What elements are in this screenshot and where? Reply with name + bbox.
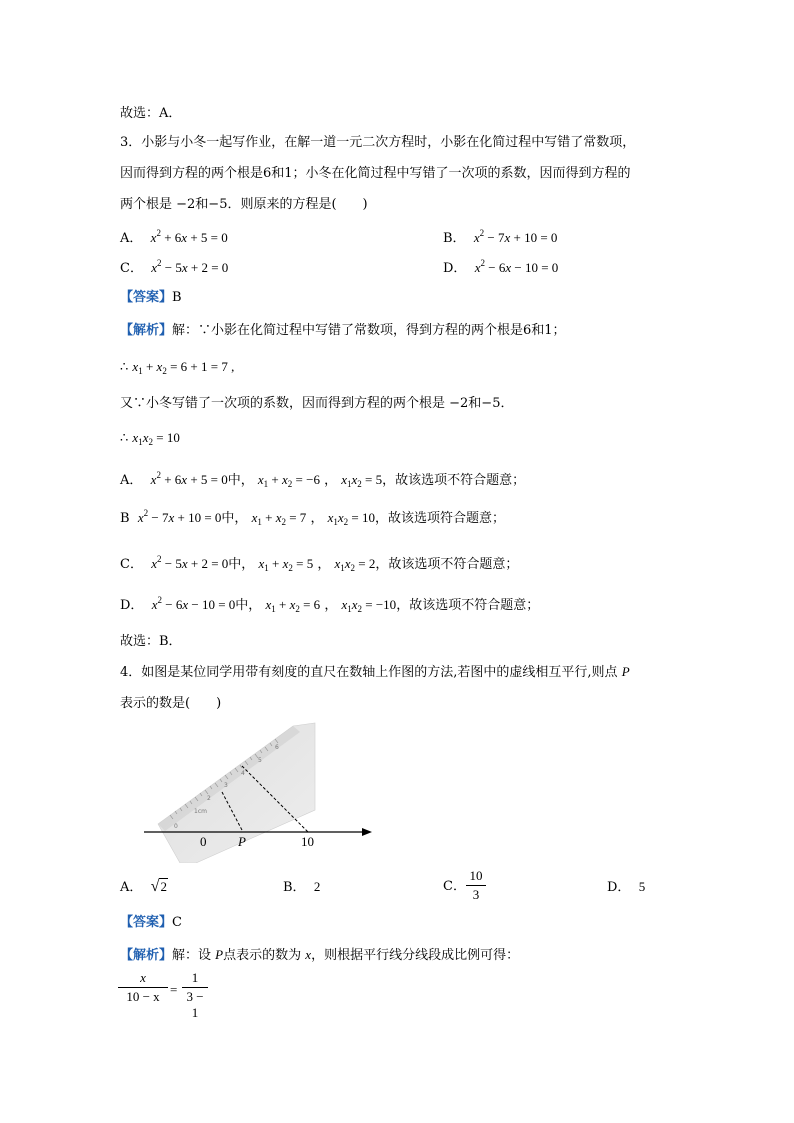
q4-option-c: C．: [443, 879, 466, 894]
ruler-tick-4: 4: [241, 770, 245, 777]
sqrt-icon: √: [150, 878, 160, 895]
q4-stem-line2: 表示的数是( ): [120, 696, 222, 711]
q3-stem-line1: 3．小影与小冬一起写作业，在解一道一元二次方程时，小影在化简过程中写错了常数项，: [120, 135, 636, 150]
q4-stem-line1: 4．如图是某位同学用带有刻度的直尺在数轴上作图的方法,若图中的虚线相互平行,则点 P: [120, 664, 630, 680]
q4-option-b: B． 2: [283, 879, 321, 895]
q4-option-d: D． 5: [607, 879, 646, 895]
q3-analysis-sum: ∴ $x_1 + x_2 = 6 + 1 = 7$ ,: [120, 359, 235, 376]
ruler-tick-5: 5: [258, 757, 262, 764]
q3-option-a: A． $x^2 + 6x + 5 = 0$: [120, 228, 228, 246]
q3-analysis-product: ∴ $x_1x_2 = 10$: [120, 430, 180, 447]
ruler: [158, 723, 315, 863]
q4-proportion-equals: =: [170, 982, 178, 997]
q3-stem-line2: 因而得到方程的两个根是6和1；小冬在化简过程中写错了一次项的系数，因而得到方程的: [120, 166, 631, 181]
ruler-tick-6: 6: [275, 744, 279, 751]
q3-answer: 【答案】B: [120, 290, 182, 305]
ruler-tick-1cm: 1cm: [194, 808, 207, 815]
q4-analysis-line1: 【解析】解：设 P点表示的数为 x，则根据平行线分线段成比例可得：: [120, 947, 520, 963]
q3-option-c: C． $x^2 - 5x + 2 = 0$: [120, 258, 229, 276]
q3-check-d: D． $x^2 - 6x - 10 = 0$中， $x_1 + x_2 = 6$ ， $x_1x_2 = -10$，故该选项不符合题意；: [120, 595, 540, 614]
q3-analysis-line1: 【解析】解：∵小影在化简过程中写错了常数项，得到方程的两个根是6和1；: [120, 323, 566, 338]
q3-check-c: C． $x^2 - 5x + 2 = 0$中， $x_1 + x_2 = 5$ ， $x_1x_2 = 2$，故该选项不符合题意；: [120, 554, 519, 573]
label-ten: 10: [301, 834, 314, 849]
label-p: P: [238, 834, 246, 849]
ruler-tick-0: 0: [174, 823, 178, 830]
previous-answer-line: 故选：A．: [120, 106, 182, 121]
q4-option-a: A． √2: [120, 878, 167, 895]
q3-stem-line3: 两个根是 −2和−5．则原来的方程是( ): [120, 197, 368, 212]
label-zero: 0: [200, 834, 207, 849]
q3-option-b: B． $x^2 - 7x + 10 = 0$: [443, 228, 558, 246]
q3-option-d: D． $x^2 - 6x - 10 = 0$: [443, 258, 559, 276]
q3-check-b: B $x^2 - 7x + 10 = 0$中， $x_1 + x_2 = 7$ ， $x_1x_2 = 10$，故该选项符合题意；: [120, 508, 505, 527]
q3-final-choice: 故选：B．: [120, 634, 182, 649]
q4-option-c-fraction: 10 3: [466, 868, 486, 903]
q3-check-a: A． $x^2 + 6x + 5 = 0$中， $x_1 + x_2 = -6$ ， $x_1x_2 = 5$，故该选项不符合题意；: [120, 470, 526, 489]
q4-proportion-right: 1 3 − 1: [182, 970, 208, 1021]
q3-analysis-line3: 又∵小冬写错了一次项的系数，因而得到方程的两个根是 −2和−5．: [120, 396, 514, 411]
number-line-arrow-icon: [362, 828, 372, 836]
q4-proportion-left: x 10 − x: [118, 970, 168, 1005]
ruler-tick-2: 2: [207, 795, 211, 802]
q4-answer: 【答案】C: [120, 915, 182, 930]
ruler-number-line-figure: [140, 718, 380, 863]
ruler-tick-3: 3: [224, 782, 228, 789]
